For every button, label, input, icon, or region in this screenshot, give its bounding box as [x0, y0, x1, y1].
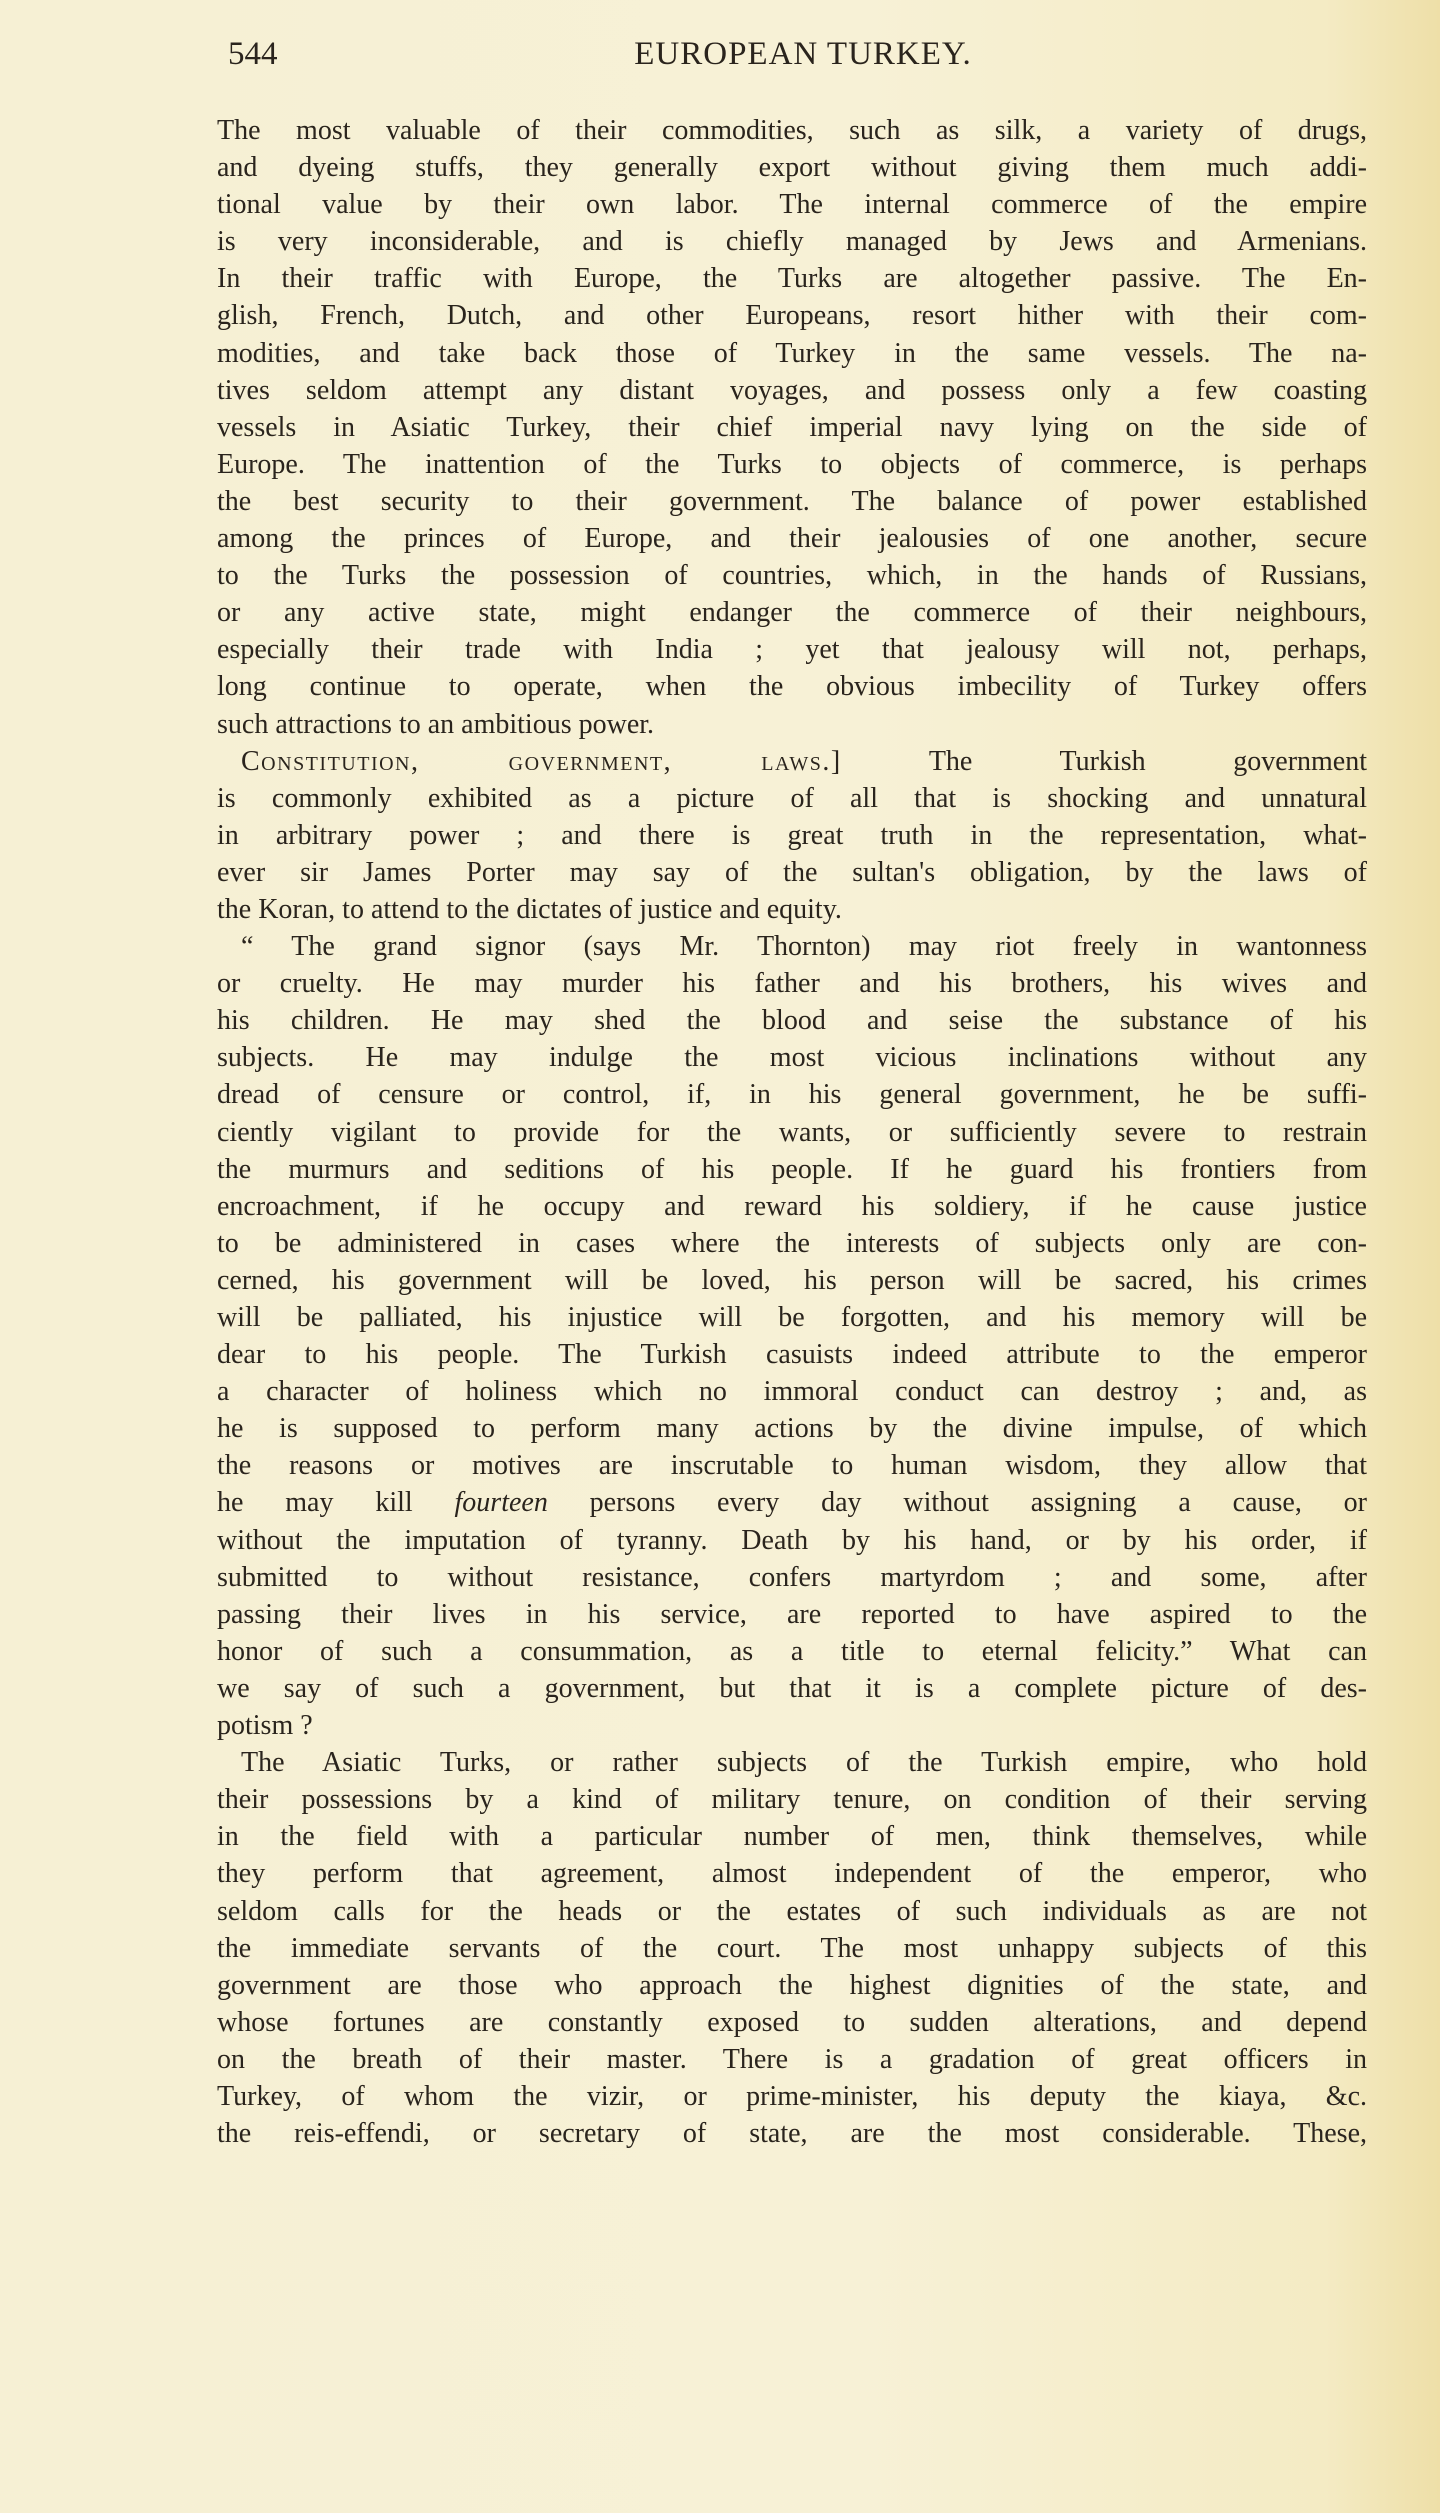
text-line	[217, 223, 1367, 260]
text-line	[217, 1299, 1367, 1336]
text-line	[217, 260, 1367, 297]
text-line	[217, 149, 1367, 186]
text-line	[217, 891, 1367, 928]
text-segment: ciently vigilant to provide for the wants, or sufficiently severe to restrain	[217, 1116, 1367, 1148]
text-line	[217, 483, 1367, 520]
text-line	[217, 1633, 1367, 1670]
text-segment: on the breath of their master. There is a gradation of great officers in	[217, 2043, 1367, 2075]
text-segment: passing their lives in his service, are reported to have aspired to the	[217, 1598, 1367, 1630]
text-segment: or cruelty. He may murder his father and his brothers, his wives and	[217, 968, 1367, 1000]
text-segment: In their traffic with Europe, the Turks are altogether passive. The En-	[217, 263, 1367, 295]
text-segment: the murmurs and seditions of his people. If he guard his frontiers from	[217, 1153, 1367, 1185]
page-number: 544	[228, 36, 278, 72]
text-line	[217, 409, 1367, 446]
text-line	[217, 1930, 1367, 1967]
text-segment: the best security to their government. The balance of power established	[217, 485, 1367, 517]
text-line	[217, 1744, 1367, 1781]
text-line	[217, 1670, 1367, 1707]
text-segment: The Asiatic Turks, or rather subjects of the Turkish empire, who hold	[241, 1747, 1367, 1779]
text-line	[217, 1522, 1367, 1559]
text-segment: without the imputation of tyranny. Death by his hand, or by his order, if	[217, 1524, 1367, 1556]
text-segment: ever sir James Porter may say of the sultan's obligation, by the laws of	[217, 856, 1367, 888]
text-segment: government are those who approach the highest dignities of the state, and	[217, 1969, 1367, 2001]
text-line	[217, 1262, 1367, 1299]
page-header	[228, 36, 1368, 80]
text-line	[217, 1373, 1367, 1410]
text-line	[217, 1818, 1367, 1855]
text-line	[217, 1893, 1367, 1930]
text-line	[217, 2041, 1367, 2078]
text-line	[217, 1151, 1367, 1188]
text-segment: The Turkish government	[841, 745, 1367, 777]
text-segment: among the princes of Europe, and their jealousies of one another, secure	[217, 523, 1367, 555]
text-line	[217, 1781, 1367, 1818]
text-segment: a character of holiness which no immoral conduct can destroy ; and, as	[217, 1376, 1367, 1408]
text-segment: dear to his people. The Turkish casuists indeed attribute to the emperor	[217, 1339, 1367, 1371]
text-segment: their possessions by a kind of military tenure, on condition of their serving	[217, 1784, 1367, 1816]
text-line	[217, 520, 1367, 557]
text-segment: or any active state, might endanger the commerce of their neighbours,	[217, 597, 1367, 629]
text-segment: Europe. The inattention of the Turks to objects of commerce, is perhaps	[217, 448, 1367, 480]
text-line	[217, 1039, 1367, 1076]
text-segment: in the field with a particular number of men, think themselves, while	[217, 1821, 1367, 1853]
text-line	[217, 594, 1367, 631]
text-segment: subjects. He may indulge the most vicious inclinations without any	[217, 1042, 1367, 1074]
text-line	[217, 1855, 1367, 1892]
text-segment: Turkey, of whom the vizir, or prime-minister, his deputy the kiaya, &c.	[217, 2080, 1367, 2112]
text-segment: persons every day without assigning a cause, or	[547, 1487, 1367, 1519]
text-segment: vessels in Asiatic Turkey, their chief imperial navy lying on the side of	[217, 411, 1367, 443]
text-segment: whose fortunes are constantly exposed to sudden alterations, and depend	[217, 2006, 1367, 2038]
text-segment: cerned, his government will be loved, his person will be sacred, his crimes	[217, 1264, 1367, 1296]
text-segment: will be palliated, his injustice will be forgotten, and his memory will be	[217, 1302, 1367, 1333]
text-segment: is very inconsiderable, and is chiefly managed by Jews and Armenians.	[217, 226, 1367, 258]
text-segment: long continue to operate, when the obvious imbecility of Turkey offers	[217, 671, 1367, 703]
text-segment: his children. He may shed the blood and seise the substance of his	[217, 1005, 1367, 1037]
text-line	[217, 186, 1367, 223]
text-segment: submitted to without resistance, confers martyrdom ; and some, after	[217, 1561, 1367, 1593]
text-segment: especially their trade with India ; yet that jealousy will not, perhaps,	[217, 634, 1367, 666]
text-line	[217, 112, 1367, 149]
text-segment: The most valuable of their commodities, such as silk, a variety of drugs,	[217, 115, 1367, 146]
text-segment: dread of censure or control, if, in his general government, he be suffi-	[217, 1079, 1367, 1111]
text-line	[217, 2078, 1367, 2115]
text-line	[217, 1967, 1367, 2004]
text-line	[217, 743, 1367, 780]
text-line	[217, 1410, 1367, 1447]
text-line	[217, 1225, 1367, 1262]
body-text	[217, 112, 1367, 2152]
text-line	[217, 2115, 1367, 2152]
text-line	[217, 854, 1367, 891]
text-line	[217, 372, 1367, 409]
text-line	[217, 1188, 1367, 1225]
text-segment: such attractions to an ambitious power.	[217, 708, 655, 740]
text-segment: we say of such a government, but that it is a complete picture of des-	[217, 1672, 1367, 1704]
text-segment: encroachment, if he occupy and reward his soldiery, if he cause justice	[217, 1190, 1367, 1222]
running-title: EUROPEAN TURKEY.	[634, 36, 972, 72]
text-segment: is commonly exhibited as a picture of all that is shocking and unnatural	[217, 782, 1367, 814]
text-segment: the reis-effendi, or secretary of state, are the most considerable. These,	[217, 2118, 1367, 2150]
text-segment: to the Turks the possession of countries, which, in the hands of Russians,	[217, 560, 1367, 592]
text-line	[217, 1114, 1367, 1151]
text-line	[217, 965, 1367, 1002]
text-line	[217, 2004, 1367, 2041]
text-segment: to be administered in cases where the interests of subjects only are con-	[217, 1227, 1367, 1259]
text-segment: modities, and take back those of Turkey in the same vessels. The na-	[217, 337, 1367, 369]
text-segment: tives seldom attempt any distant voyages, and possess only a few coasting	[217, 374, 1367, 406]
text-line	[217, 706, 1367, 743]
text-line	[217, 1559, 1367, 1596]
text-line	[217, 817, 1367, 854]
text-segment: seldom calls for the heads or the estates of such individuals as are not	[217, 1895, 1367, 1927]
text-line	[217, 1707, 1367, 1744]
text-segment: potism ?	[217, 1710, 313, 1742]
text-line	[217, 557, 1367, 594]
text-segment: tional value by their own labor. The internal commerce of the empire	[217, 189, 1367, 221]
text-line	[217, 1076, 1367, 1113]
text-line	[217, 1596, 1367, 1633]
text-segment: “ The grand signor (says Mr. Thornton) may riot freely in wantonness	[241, 931, 1367, 963]
text-segment: the immediate servants of the court. The most unhappy subjects of this	[217, 1932, 1367, 1964]
text-segment: honor of such a consummation, as a title to eternal felicity.” What can	[217, 1635, 1367, 1667]
text-segment: in arbitrary power ; and there is great truth in the representation, what-	[217, 819, 1367, 851]
text-line	[217, 668, 1367, 705]
text-line	[217, 631, 1367, 668]
text-line	[217, 780, 1367, 817]
text-line	[217, 297, 1367, 334]
text-segment: glish, French, Dutch, and other Europeans, resort hither with their com-	[217, 300, 1367, 332]
text-line	[217, 1336, 1367, 1373]
text-segment: he is supposed to perform many actions by the divine impulse, of which	[217, 1413, 1367, 1445]
section-heading: Constitution, government, laws.]	[241, 745, 842, 777]
text-line	[217, 928, 1367, 965]
text-line	[217, 1484, 1367, 1521]
text-segment: the reasons or motives are inscrutable to human wisdom, they allow that	[217, 1450, 1367, 1482]
text-line	[217, 446, 1367, 483]
text-line	[217, 1002, 1367, 1039]
italic-text: fourteen	[454, 1487, 548, 1519]
text-segment: he may kill	[217, 1487, 455, 1519]
text-segment: and dyeing stuffs, they generally export without giving them much addi-	[217, 152, 1367, 184]
text-line	[217, 1447, 1367, 1484]
text-line	[217, 335, 1367, 372]
text-segment: the Koran, to attend to the dictates of justice and equity.	[217, 893, 842, 925]
text-segment: they perform that agreement, almost independent of the emperor, who	[217, 1858, 1367, 1890]
